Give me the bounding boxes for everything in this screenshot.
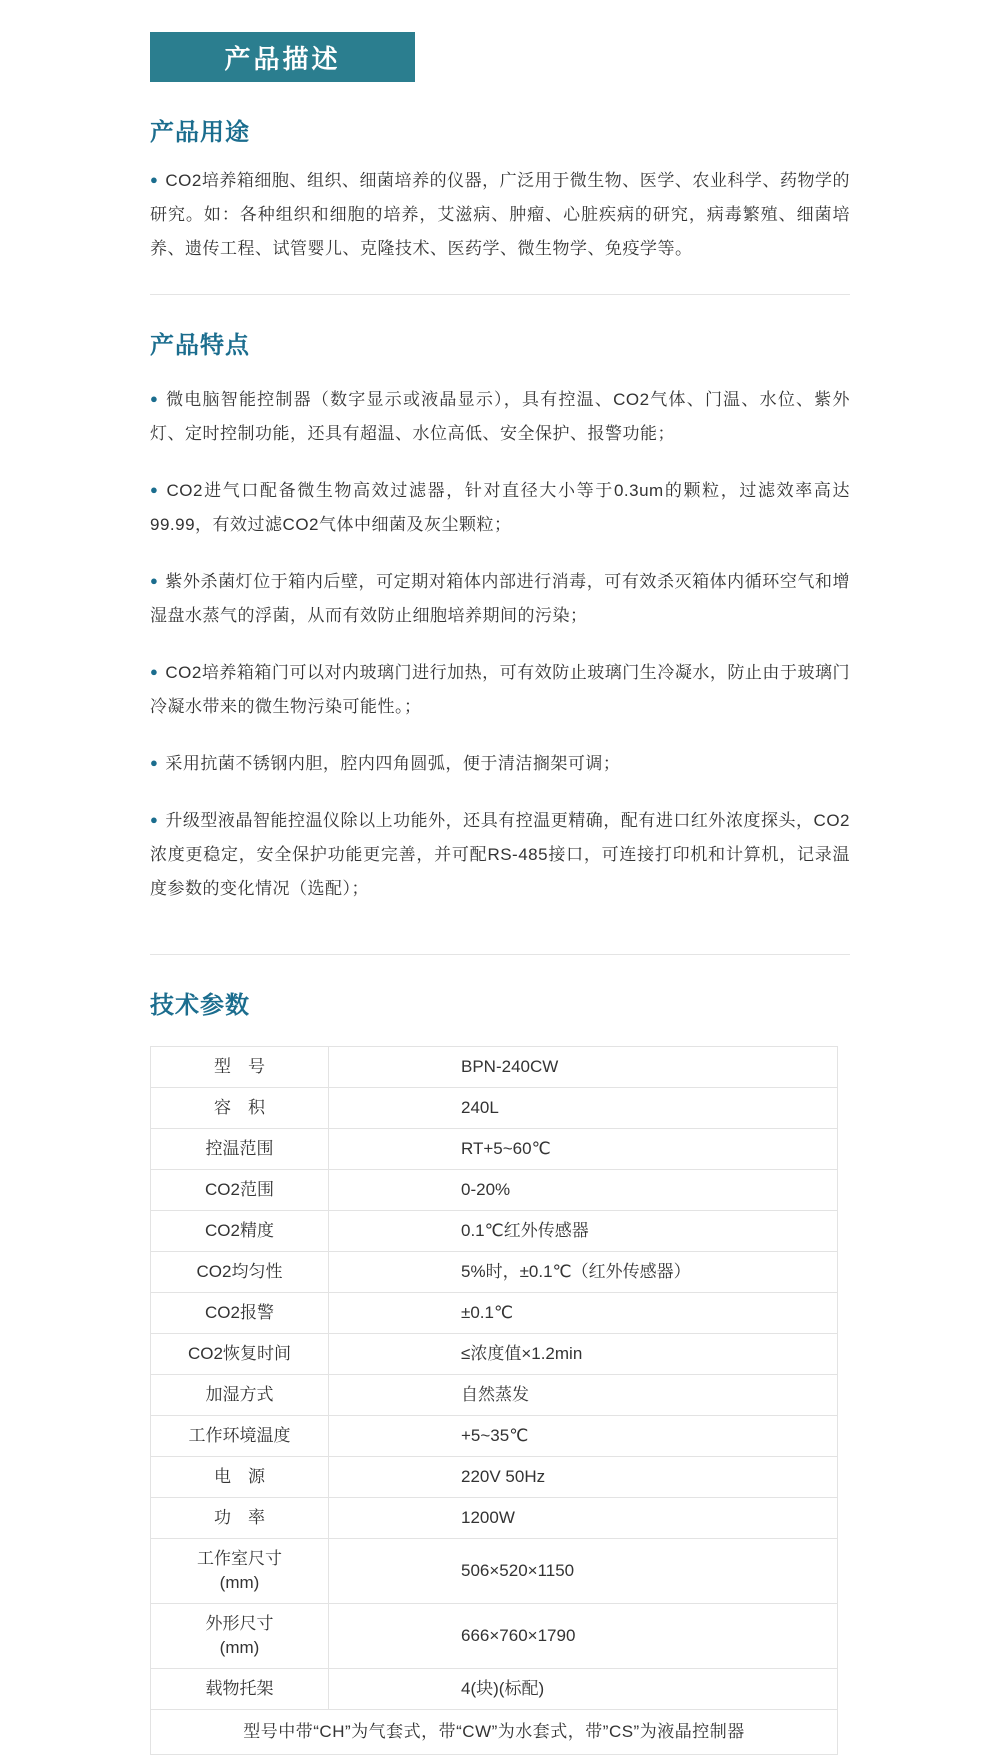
feature-item [150,655,850,724]
bullet-icon: ● [150,664,159,679]
spec-value: 1200W [329,1498,838,1539]
spec-row [151,1088,838,1129]
bullet-icon: ● [150,172,159,187]
spec-note-row [151,1710,838,1755]
spec-row [151,1457,838,1498]
spec-row [151,1334,838,1375]
feature-item-text: 采用抗菌不锈钢内胆，腔内四角圆弧，便于清洁搁架可调； [165,754,621,773]
spec-row [151,1047,838,1088]
feature-item [150,803,850,906]
spec-value: 666×760×1790 [329,1604,838,1669]
spec-value: 5%时，±0.1℃（红外传感器） [329,1252,838,1293]
spec-row [151,1669,838,1710]
page-content [150,0,850,1755]
features-heading: 产品特点 [150,332,250,359]
spec-row [151,1539,838,1604]
feature-item-text: 升级型液晶智能控温仪除以上功能外，还具有控温更精确，配有进口红外浓度探头，CO2浓度更稳定，安全保护功能更完善，并可配RS-485接口，可连接打印机和计算机，记录温度参数的变化情况（选配）； [150,811,850,898]
spec-label: CO2范围 [151,1170,329,1211]
feature-item-text: 紫外杀菌灯位于箱内后壁，可定期对箱体内部进行消毒，可有效杀灭箱体内循环空气和增湿盘水蒸气的浮菌，从而有效防止细胞培养期间的污染； [150,572,851,625]
feature-item [150,746,850,781]
spec-table [150,1046,838,1755]
spec-value: +5~35℃ [329,1416,838,1457]
spec-row [151,1293,838,1334]
spec-row [151,1252,838,1293]
spec-label: CO2精度 [151,1211,329,1252]
spec-value: ±0.1℃ [329,1293,838,1334]
spec-label: 加湿方式 [151,1375,329,1416]
spec-label: 容 积 [151,1088,329,1129]
spec-value: 220V 50Hz [329,1457,838,1498]
banner-title: 产品描述 [224,43,341,74]
spec-row [151,1211,838,1252]
spec-label: 电 源 [151,1457,329,1498]
feature-item [150,473,850,542]
spec-label: 型 号 [151,1047,329,1088]
spec-value: BPN-240CW [329,1047,838,1088]
section-banner [150,32,415,82]
feature-item-text: CO2培养箱箱门可以对内玻璃门进行加热，可有效防止玻璃门生冷凝水，防止由于玻璃门冷凝水带来的微生物污染可能性。； [150,663,850,716]
spec-value: 506×520×1150 [329,1539,838,1604]
spec-row [151,1604,838,1669]
usage-heading: 产品用途 [150,119,250,146]
feature-item [150,382,850,451]
spec-value: 240L [329,1088,838,1129]
usage-paragraph-text: CO2培养箱细胞、组织、细菌培养的仪器，广泛用于微生物、医学、农业科学、药物学的研究。如：各种组织和细胞的培养，艾滋病、肿瘤、心脏疾病的研究，病毒繁殖、细菌培养、遗传工程、试管婴儿、克隆技术、医药学、微生物学、免疫学等。 [150,171,850,258]
spec-value: 0.1℃红外传感器 [329,1211,838,1252]
spec-value: 自然蒸发 [329,1375,838,1416]
spec-row [151,1498,838,1539]
feature-item-text: CO2进气口配备微生物高效过滤器，针对直径大小等于0.3um的颗粒，过滤效率高达 99.99，有效过滤CO2气体中细菌及灰尘颗粒； [150,481,850,534]
bullet-icon: ● [150,812,159,827]
spec-label: 工作环境温度 [151,1416,329,1457]
spec-row [151,1416,838,1457]
spec-label: 载物托架 [151,1669,329,1710]
spec-note: 型号中带“CH”为气套式，带“CW”为水套式，带”CS”为液晶控制器 [151,1710,838,1755]
spec-value: 4(块)(标配) [329,1669,838,1710]
bullet-icon: ● [150,391,160,406]
specs-heading: 技术参数 [150,992,250,1019]
spec-label: 工作室尺寸 (mm) [151,1539,329,1604]
section-divider [150,294,850,295]
bullet-icon: ● [150,755,159,770]
spec-label: 功 率 [151,1498,329,1539]
bullet-icon: ● [150,573,159,588]
spec-row [151,1129,838,1170]
spec-label: CO2恢复时间 [151,1334,329,1375]
spec-value: 0-20% [329,1170,838,1211]
usage-paragraph [150,163,850,266]
feature-item [150,564,850,633]
spec-value: RT+5~60℃ [329,1129,838,1170]
spec-row [151,1375,838,1416]
section-divider [150,954,850,955]
spec-value: ≤浓度值×1.2min [329,1334,838,1375]
spec-label: CO2报警 [151,1293,329,1334]
spec-row [151,1170,838,1211]
spec-label: 控温范围 [151,1129,329,1170]
bullet-icon: ● [150,482,160,497]
spec-label: CO2均匀性 [151,1252,329,1293]
feature-item-text: 微电脑智能控制器（数字显示或液晶显示），具有控温、CO2气体、门温、水位、紫外灯、定时控制功能，还具有超温、水位高低、安全保护、报警功能； [150,390,850,443]
spec-label: 外形尺寸 (mm) [151,1604,329,1669]
